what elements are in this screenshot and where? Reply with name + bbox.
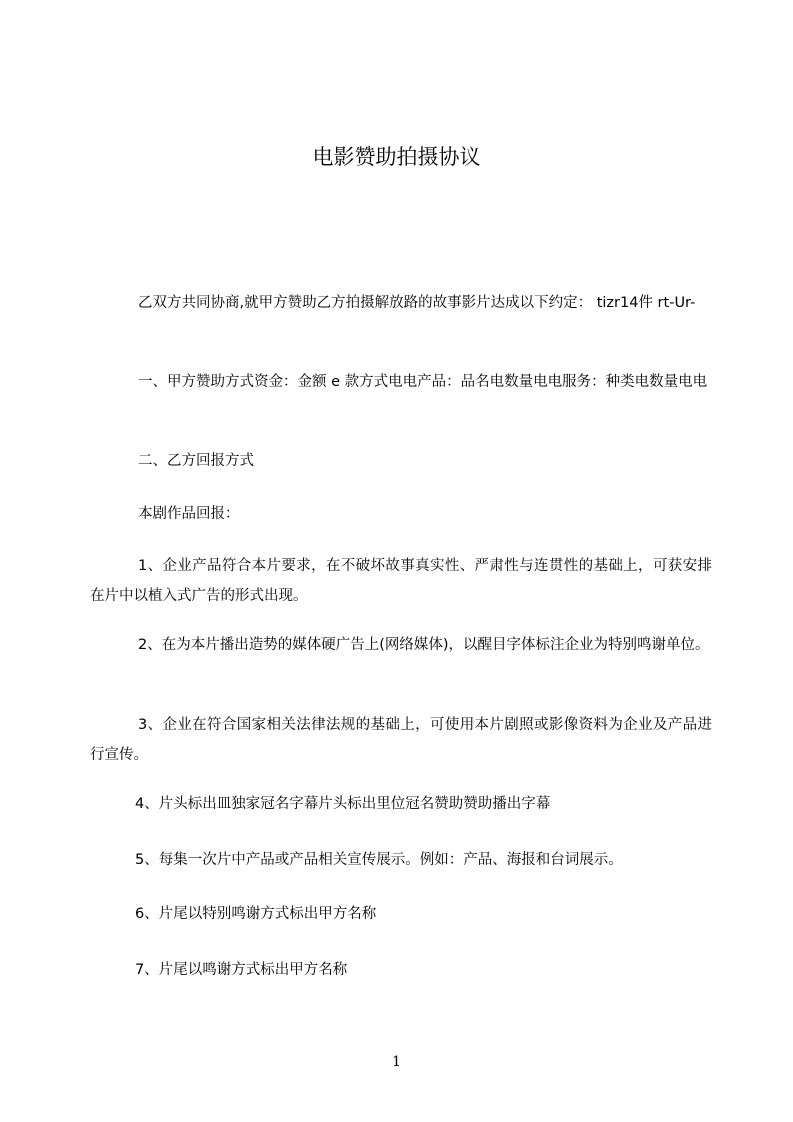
- page-number: 1: [392, 1054, 401, 1070]
- paragraph-item-1: 1、企业产品符合本片要求，在不破坏故事真实性、严肃性与连贯性的基础上，可获安排在片中以植入式广告的形式出现。: [90, 558, 712, 604]
- paragraph-section-1: 一、甲方赞助方式资金：金额 e 款方式电电产品：品名电数量电电服务：种类电数量电电: [138, 374, 708, 390]
- paragraph-item-5: 5、每集一次片中产品或产品相关宣传展示。例如：产品、海报和台词展示。: [135, 852, 623, 868]
- paragraph-item-3: 3、企业在符合国家相关法律法规的基础上，可使用本片剧照或影像资料为企业及产品进行宣传。: [90, 717, 712, 763]
- paragraph-section-2: 二、乙方回报方式: [138, 453, 254, 469]
- paragraph-item-2: 2、在为本片播出造势的媒体硬广告上(网络媒体)，以醒目字体标注企业为特别鸣谢单位。: [138, 637, 710, 653]
- paragraph-work-return: 本剧作品回报：: [138, 506, 240, 522]
- paragraph-intro: 乙双方共同协商,就甲方赞助乙方拍摄解放路的故事影片达成以下约定： tizr14件 rt-Ur-: [138, 295, 696, 311]
- paragraph-item-6: 6、片尾以特别鸣谢方式标出甲方名称: [135, 906, 377, 922]
- document-title: 电影赞助拍摄协议: [312, 145, 481, 169]
- paragraph-item-7: 7、片尾以鸣谢方式标出甲方名称: [135, 962, 348, 978]
- paragraph-item-4: 4、片头标出皿独家冠名字幕片头标出里位冠名赞助赞助播出字幕: [135, 796, 551, 812]
